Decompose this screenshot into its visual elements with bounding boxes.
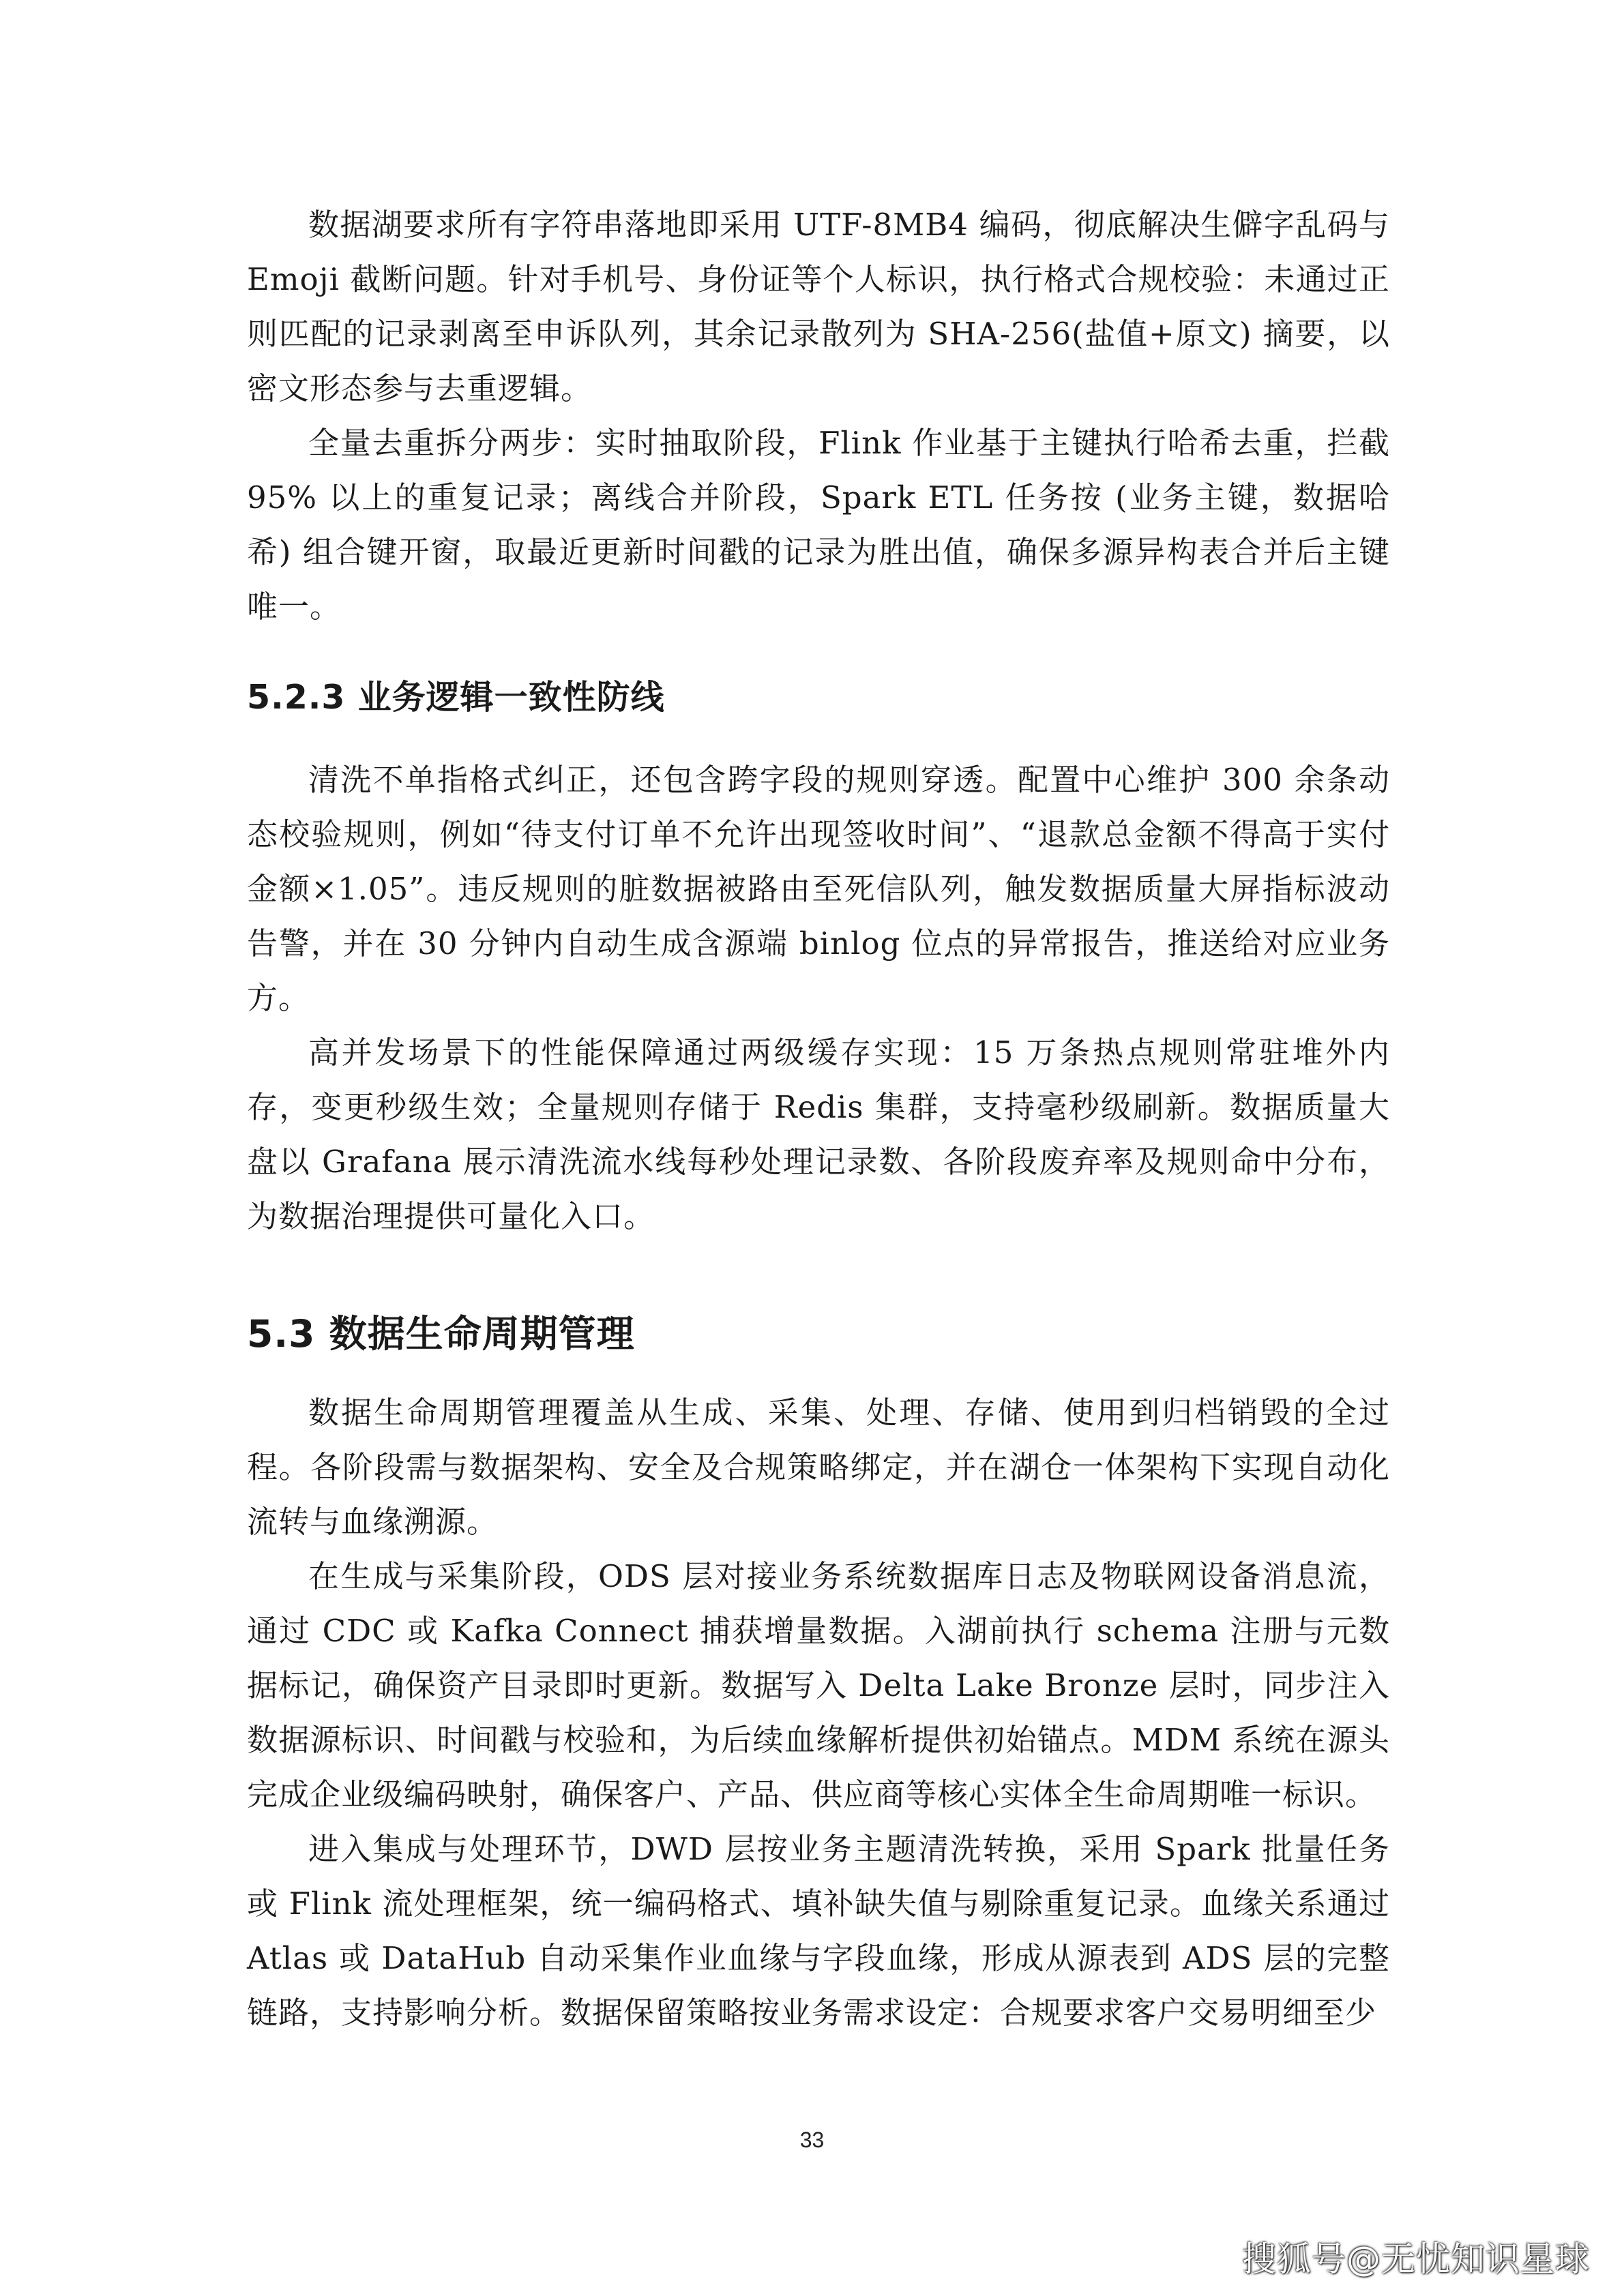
body-paragraph: 数据湖要求所有字符串落地即采用 UTF-8MB4 编码，彻底解决生僻字乱码与 Emoji 截断问题。针对手机号、身份证等个人标识，执行格式合规校验：未通过正则匹配的记录剥离至申诉队列，其余记录散列为 SHA-256(盐值+原文) 摘要，以密文形态参与去重逻辑。 <box>247 207 1390 406</box>
body-paragraph: 高并发场景下的性能保障通过两级缓存实现：15 万条热点规则常驻堆外内存，变更秒级生效；全量规则存储于 Redis 集群，支持毫秒级刷新。数据质量大盘以 Grafana 展示清洗流水线每秒处理记录数、各阶段废弃率及规则命中分布，为数据治理提供可量化入口。 <box>247 1034 1390 1234</box>
body-paragraph: 全量去重拆分两步：实时抽取阶段，Flink 作业基于主键执行哈希去重，拦截 95% 以上的重复记录；离线合并阶段，Spark ETL 任务按 (业务主键，数据哈希) 组合键开窗，取最近更新时间戳的记录为胜出值，确保多源异构表合并后主键唯一。 <box>247 425 1390 625</box>
body-paragraph: 数据生命周期管理覆盖从生成、采集、处理、存储、使用到归档销毁的全过程。各阶段需与数据架构、安全及合规策略绑定，并在湖仓一体架构下实现自动化流转与血缘溯源。 <box>247 1395 1390 1540</box>
subsection-heading: 5.2.3 业务逻辑一致性防线 <box>247 678 665 717</box>
body-paragraph: 进入集成与处理环节，DWD 层按业务主题清洗转换，采用 Spark 批量任务或 Flink 流处理框架，统一编码格式、填补缺失值与剔除重复记录。血缘关系通过 Atlas 或 DataHub 自动采集作业血缘与字段血缘，形成从源表到 ADS 层的完整链路，支持影响分析。数据保留策略按业务需求设定：合规要求客户交易明细至少 <box>247 1831 1390 2031</box>
watermark: 搜狐号@无忧知识星球 <box>1242 2239 1590 2279</box>
body-paragraph: 清洗不单指格式纠正，还包含跨字段的规则穿透。配置中心维护 300 余条动态校验规则，例如“待支付订单不允许出现签收时间”、“退款总金额不得高于实付金额×1.05”。违反规则的脏数据被路由至死信队列，触发数据质量大屏指标波动告警，并在 30 分钟内自动生成含源端 binlog 位点的异常报告，推送给对应业务方。 <box>247 762 1390 1016</box>
section-heading: 5.3 数据生命周期管理 <box>247 1312 635 1356</box>
page-content <box>247 198 1390 2040</box>
page-number: 33 <box>799 2128 825 2152</box>
body-paragraph: 在生成与采集阶段，ODS 层对接业务系统数据库日志及物联网设备消息流，通过 CDC 或 Kafka Connect 捕获增量数据。入湖前执行 schema 注册与元数据标记，确保资产目录即时更新。数据写入 Delta Lake Bronze 层时，同步注入数据源标识、时间戳与校验和，为后续血缘解析提供初始锚点。MDM 系统在源头完成企业级编码映射，确保客户、产品、供应商等核心实体全生命周期唯一标识。 <box>247 1558 1390 1813</box>
